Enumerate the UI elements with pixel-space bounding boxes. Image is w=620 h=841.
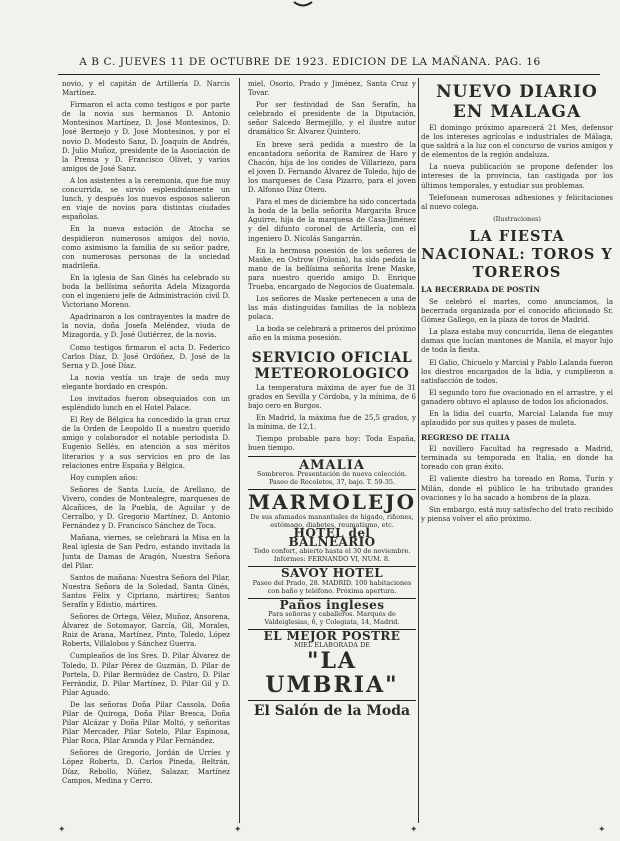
header-rule [58,74,600,75]
ad-marmolejo [248,490,416,567]
paragraph: Firmaron el acta como testigos e por parte de la novia sus hermanos D. Antonio Montesinos Martínez, D. José Montesinos, D. José Bermejo y D. José Montesinos, y por el novio D. Modesto Sanz, D. Joaquín de Andrés, D. Julio Muñoz, presidente de la Asociación de la Prensa y D. Francisco Olivet, y varios amigos de José Sanz. [62,101,230,173]
paragraph: Se celebró el martes, como anunciamos, la becerrada organizada por el conocido aficionado Sr. Gómez Gallego, en la plaza de toros de Madrid. [421,297,613,325]
paragraph: Los invitados fueron obsequiados con un espléndido lunch en el Hotel Palace. [62,395,230,413]
paragraph: A los asistentes a la ceremonia, que fue muy concurrida, se sirvió esplendidamente un lunch, y después los nuevos esposos salieron en viaje de novios para distintas ciudades españolas. [62,176,230,222]
ad-marmolejo-text: De sus afamados manantiales de hígado, riñones, estómago, diabetes, reumatismo, etc. [250,513,414,530]
paragraph: Telefonean numerosas adhesiones y felicitaciones al nuevo colega. [421,193,613,211]
paragraph: novio, y el capitán de Artillería D. Narcis Martínez. [62,80,230,98]
paragraph: La plaza estaba muy concurrida, llena de elegantes damas que lucían mantones de Manila, el mayor lujo de toda la fiesta. [421,328,613,355]
page-header: A B C. JUEVES 11 DE OCTUBRE DE 1923. EDICION DE LA MAÑANA. PAG. 16 [79,56,541,68]
paragraph: Señores de Ortega, Vélez, Muñoz, Ansorena, Álvarez de Sotomayor, García, Gil, Morales, Ruiz de Arana, Martínez, Pinto, Toledo, López Roberts, Villalobos y Sánchez Guerra. [62,613,230,649]
ad-hotel-balneario-text: Todo confort, abierto hasta el 30 de noviembre. Informes: FERNANDO VI, NUM. 8. [253,547,411,564]
paragraph: En breve será pedida a nuestro de la encantadora señorita de Ramírez de Haro y Chacón, hija de los condes de Villariezo, para el joven D. Fernando Álvarez de Toledo, hijo de los marqueses de Casa Pizarro, para el joven D. Alfonso Díaz Otero. [248,140,416,195]
weather-title: SERVICIO OFICIAL METEOROLOGICO [251,349,413,382]
registration-mark-icon: ✦ [58,825,66,835]
paragraph: El Rey de Bélgica ha concedido la gran cruz de la Orden de Leopoldo II a nuestro querido amigo y colaborador el notable periodista D. Eugenio Sellés, en atención a sus méritos literarios y a sus servicios en pro de las relaciones entre España y Bélgica. [62,416,230,470]
ad-amalia-name: AMALIA [299,458,365,474]
paragraph: El domingo próximo aparecerá 21 Mes, defensor de los intereses agrícolas e industriales de Málaga, que saldrá a la luz con el concurso de varios amigos y de elementos de la región andaluza. [421,124,613,160]
ad-amalia-text: Sombreros. Presentación de nueva colección. Paseo de Recoletos, 37, bajo. T. 59-35. [256,470,408,487]
paragraph: Tiempo probable para hoy: Toda España, buen tiempo. [248,435,416,453]
advertisements [248,456,416,722]
paragraph: Sin embargo, está muy satisfecho del trato recibido y piensa volver el año próximo. [421,505,613,523]
ad-hotel-balneario: HOTEL del BALNEARIO [288,526,376,550]
paragraph: La boda se celebrará a primeros del próximo año en la misma posesión. [248,325,416,343]
paragraph: La novia vestía un traje de seda muy elegante bordado en crespón. [62,373,230,391]
top-ornament-icon [292,0,314,8]
column-divider [418,78,419,823]
paragraph: Como testigos firmaron el acta D. Federico Carlos Díaz, D. José Ordóñez, D. José de la Serna y D. José Díaz. [62,343,230,370]
ad-postre-sub: MIEL ELABORADA DE [294,640,370,649]
fiesta-title: LA FIESTA NACIONAL: TOROS Y TOREROS [421,227,613,281]
paragraph: En la hermosa posesión de los señores de Maske, en Ostrow (Polonia), ha sido pedida la mano de la bellísima señorita Irene Maske, para nuestro querido amigo D. Enrique Trueba, encargado de Negocios de Guatemala. [248,246,416,291]
paragraph: En la lidia del cuarto, Marcial Lalanda fue muy aplaudido por sus quites y pases de muleta. [421,409,613,428]
ad-umbria-name: "LA UMBRIA" [265,647,399,698]
paragraph: En la nueva estación de Atocha se despidieron numerosos amigos del novio, como asimismo la familia de su señor padre, con numerosas personas de la sociedad madrileña. [62,225,230,270]
paragraph: En Madrid, la máxima fue de 25,5 grados, y la mínima, de 12,1. [248,413,416,431]
ad-panos [248,599,416,630]
paragraph: En la iglesia de San Ginés ha celebrado su boda la bellísima señorita Adela Mizagorda con el ingeniero jefe de Administración civil D. Victoriano Moreno. [62,273,230,310]
ad-postre-title: EL MEJOR POSTRE [263,628,401,643]
registration-mark-icon: ✦ [234,825,242,835]
print-registration-marks [0,825,620,835]
ad-panos-name: Paños ingleses [279,597,385,612]
column-middle [248,80,416,825]
paragraph: Santos de mañana: Nuestra Señora del Pilar, Nuestra Señora de la Soledad, Santa Ginés, Santos Félix y Cipriano, mártires; Santos Serafín y Edistio, mártires. [62,573,230,609]
paragraph: Los señores de Maske pertenecen a una de las más distinguidas familias de la nobleza polaca. [248,295,416,322]
ad-savoy [248,567,416,598]
paragraph: La nueva publicación se propone defender los intereses de la provincia, tan castigada por los últimos temporales, y estudiar sus problemas. [421,163,613,190]
ad-salon-moda-name: El Salón de la Moda [253,702,411,719]
column-news [421,80,613,825]
paragraph: El valiente diestro ha toreado en Roma, Turín y Milán, donde el público le ha tributado grandes ovaciones y lo ha sacado a hombros de la plaza. [421,475,613,502]
ad-salon-moda [248,701,416,722]
paragraph: El Galio, Chicuelo y Marcial y Pablo Lalanda fueron los diestros encargados de la lidia, y cumplieron a satisfacción de todos. [421,358,613,385]
ad-savoy-name: SAVOY HOTEL [280,566,384,581]
paragraph: Señores de Santa Lucía, de Arellano, de Vivero, condes de Montealegre, marqueses de Alcañices, de la Puebla, de Aguilar y de Cerralbo, y D. Gregorio Martínez, D. Antonio Fernández y D. Francisco Sánchez de Toca. [62,485,230,531]
becerrada-subtitle: LA BECERRADA DE POSTÍN [421,284,541,294]
paragraph: Por ser festividad de San Serafín, ha celebrado el presidente de la Diputación, señor Salcedo Bermejillo, y el ilustre autor dramático Sr. Álvarez Quintero. [248,101,416,137]
paragraph: La temperatura máxima de ayer fue de 31 grados en Sevilla y Córdoba, y la mínima, de 6 bajo cero en Burgos. [248,383,416,410]
paragraph: Hoy cumplen años: [70,473,139,482]
paragraph: El novillero Facultad ha regresado a Madrid, terminada su temporada en Italia, en donde ha toreado con gran éxito. [421,445,613,472]
registration-mark-icon: ✦ [598,825,606,835]
paragraph: De las señoras Doña Pilar Cassola, Doña Pilar de Quiroga, Doña Pilar Bresca, Doña Pilar Alcázar y Doña Pilar Moltó, y señoritas Pilar Mercader, Pilar Sotelo, Pilar Espinosa, Pilar Roca, Pilar Aranda y Pilar Fernández. [62,700,230,746]
column-divider [239,78,240,823]
ad-umbria [248,630,416,701]
ad-panos-text: Para señoras y caballeros. Marqués de Valdeiglesias, 6, y Colegiata, 14, Madrid. [264,609,400,626]
paragraph: Mañana, viernes, se celebrará la Misa en la Real iglesia de San Pedro, estando invitada la Junta de Damas de Aragón, Nuestra Señora del Pilar. [62,534,230,570]
ad-marmolejo-name: MARMOLEJO [248,490,416,515]
paragraph: Señores de Gregorio, Jordán de Urríes y López Roberts, D. Carlos Pineda, Beltrán, Díaz, Rebollo, Núñez, Salazar, Martínez Campos, Medina y Cerro. [62,749,230,785]
malaga-title: NUEVO DIARIO EN MALAGA [436,82,598,122]
column-society [62,80,230,825]
paragraph: Cumpleaños de los Sres. D. Pilar Álvarez de Toledo, D. Pilar Pérez de Guzmán, D. Pilar de Portela, D. Pilar Bermúdez de Castro, D. Pilar Ferrándiz, D. Pilar Martínez, D. Pilar Gil y D. Pilar Aguado. [62,652,230,697]
paragraph: Apadrinaron a los contrayentes la madre de la novia, doña Josefa Meléndez, viuda de Mizagorda, y D. José Gutiérrez, de la novia. [62,313,230,340]
ad-savoy-text: Paseo del Prado, 28. MADRID. 100 habitaciones con baño y teléfono. Próxima apertura. [252,578,412,595]
ad-amalia [248,459,416,490]
registration-mark-icon: ✦ [410,825,418,835]
section-separator: (Ilustraciones) [493,214,541,223]
paragraph: El segundo toro fue ovacionado en el arrastre, y el ganadero obtuvo el aplauso de todos los aficionados. [421,388,613,406]
paragraph: Para el mes de diciembre ha sido concertada la boda de la bella señorita Margarita Bruce Aguirre, hija de la marquesa de Casa-Jiménez y del difunto coronel de Artillería, con el ingeniero D. Nicolás Sangarrán. [248,198,416,243]
regreso-subtitle: REGRESO DE ITALIA [421,433,510,443]
paragraph: miel, Osorio, Prado y Jiménez, Santa Cruz y Tovar. [248,80,416,98]
